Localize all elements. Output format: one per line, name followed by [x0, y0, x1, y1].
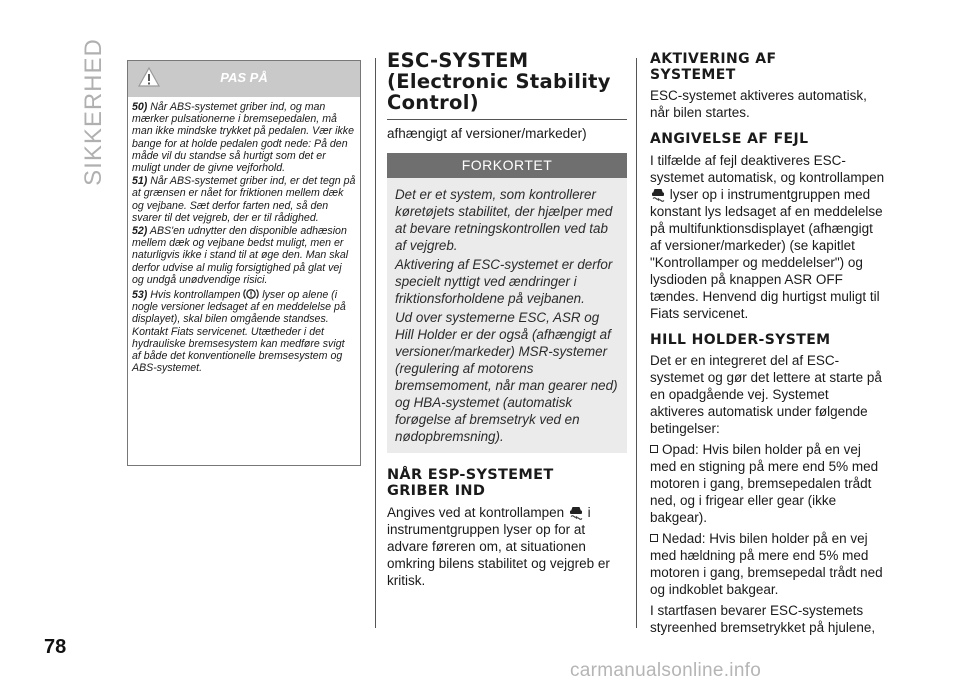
- summary-header: FORKORTET: [387, 153, 627, 178]
- bullet-text: Nedad: Hvis bilen holder på en vej med hældning på mere end 5% med motoren i gang, bremsepedal trådt ned og indkoblet bakgear.: [650, 531, 883, 597]
- warning-body: [128, 97, 360, 374]
- activation-heading: [650, 52, 886, 83]
- warning-title: PAS PÅ: [220, 70, 268, 85]
- column-divider: [636, 58, 637, 628]
- note-text: Når ABS-systemet griber ind, er det tegn på at grænsen er nået for friktionen mellem dæk og vejbane. Sæt derfor farten ned, så den svarer til det vejgreb, der er til rådighed.: [132, 175, 356, 224]
- esc-section-title: [387, 50, 627, 113]
- warning-box: [127, 60, 361, 466]
- esc-subtitle: afhængigt af versioner/markeder): [387, 126, 587, 141]
- note-text: Når ABS-systemet griber ind, og man mærker pulsationerne i bremsepedalen, må man ikke mindske trykket på pedalen. Vær ikke bange for at holde pedalen godt nede: På den måde vil du standse så hurtigt som det er muligt under de givne vejforhold.: [132, 101, 354, 175]
- hill-holder-heading: HILL HOLDER-SYSTEM: [650, 331, 831, 348]
- square-bullet-icon: [650, 445, 658, 453]
- warning-note: [132, 101, 356, 174]
- watermark: carmanualsonline.info: [570, 660, 762, 681]
- text-fragment: I tilfælde af fejl deaktiveres ESC-systemet automatisk, og kontrollampen: [650, 152, 885, 185]
- square-bullet-icon: [650, 534, 658, 542]
- esc-skid-icon: [650, 186, 666, 202]
- activation-column: [650, 52, 886, 640]
- esp-intervention-text: [387, 504, 627, 589]
- fault-text: [650, 152, 886, 322]
- esp-intervention-heading: [387, 467, 627, 499]
- heading-line: GRIBER IND: [387, 483, 486, 499]
- hill-holder-intro: Det er en integreret del af ESC-systemet og gør det lettere at starte på en opadgående vej. Systemet aktiveres automatisk under følgende betingelser:: [650, 353, 882, 436]
- section-side-label: [80, 38, 107, 186]
- text-fragment: Angives ved at kontrollampen: [387, 505, 565, 520]
- summary-paragraph: Ud over systemerne ESC, ASR og Hill Holder er der også (afhængigt af versioner/markeder) MSR-systemer (regulering af motorens bremsemoment, når man gearer ned) og HBA-systemet (automatisk forøgelse af bremsetryk ved en nødopbremsning).: [395, 310, 618, 444]
- text-fragment: lyser op i instrumentgruppen med konstant lys ledsaget af en meddelelse på multifunktionsdisplayet (afhængigt af versioner/markeder) (se kapitlet "Kontrollamper og meddelelser") og lysdioden på knappen ASR OFF tændes. Henvend dig hurtigst muligt til Fiats servicenet.: [650, 186, 883, 321]
- warning-note: [132, 287, 356, 374]
- note-number: 52): [132, 225, 148, 238]
- heading-line: AKTIVERING AF: [650, 51, 777, 67]
- hill-holder-bullet: [650, 441, 886, 526]
- warning-note: [132, 225, 356, 286]
- brake-warning-icon: [243, 287, 259, 301]
- note-number: 53): [132, 289, 148, 302]
- warning-note: [132, 175, 356, 224]
- note-text: ABS'en udnytter den disponible adhæsion mellem dæk og vejbane bedst muligt, men er naturligvis ikke i stand til at øge den. Man skal derfor udvise al mulig forsigtighed på glat vej og undgå unødvendige risici.: [132, 225, 349, 286]
- note-text: Hvis kontrollampen: [150, 289, 241, 302]
- bullet-text: Opad: Hvis bilen holder på en vej med en stigning på mere end 5% med motoren i gang, bremsepedalen trådt ned, og i frigear eller gear (ikke bakgear).: [650, 442, 879, 525]
- title-line: (Electronic Stability: [387, 70, 611, 93]
- page-number: 78: [44, 636, 67, 658]
- title-line: Control): [387, 91, 479, 114]
- hill-holder-bullet: [650, 530, 886, 598]
- esc-column: [387, 50, 627, 593]
- side-label-text: SIKKERHED: [80, 38, 107, 186]
- title-line: ESC-SYSTEM: [387, 49, 529, 72]
- summary-paragraph: Aktivering af ESC-systemet er derfor specielt nyttigt ved ændringer i friktionsforholdene på vejbanen.: [395, 257, 613, 306]
- column-divider: [375, 58, 376, 628]
- text-fragment: i instrumentgruppen lyser op for at advare føreren om, at situationen omkring bilens stabilitet og vejgreb er kritisk.: [387, 505, 610, 588]
- summary-paragraph: Det er et system, som kontrollerer køretøjets stabilitet, der hjælper med at bevare retningskontrollen ved tab af vejgreb.: [395, 187, 613, 253]
- summary-body: [387, 178, 627, 453]
- summary-box: [387, 153, 627, 453]
- heading-line: SYSTEMET: [650, 66, 736, 83]
- note-text: lyser op alene (i nogle versioner ledsaget af en meddelelse på displayet), skal bilen omgående standses. Kontakt Fiats servicenet. Utætheder i det hydrauliske bremsesystem kan medføre svigt af både det konventionelle bremsesystem og ABS-systemet.: [132, 289, 346, 375]
- note-number: 51): [132, 175, 148, 188]
- hill-holder-closing: I startfasen bevarer ESC-systemets styreenhed bremsetrykket på hjulene,: [650, 603, 876, 635]
- warning-header: [128, 61, 360, 97]
- title-underline: [387, 119, 627, 120]
- fault-heading: ANGIVELSE AF FEJL: [650, 131, 809, 147]
- esc-skid-icon: [568, 504, 584, 520]
- activation-text: ESC-systemet aktiveres automatisk, når bilen startes.: [650, 88, 867, 120]
- note-number: 50): [132, 101, 148, 113]
- heading-line: NÅR ESP-SYSTEMET: [387, 467, 554, 483]
